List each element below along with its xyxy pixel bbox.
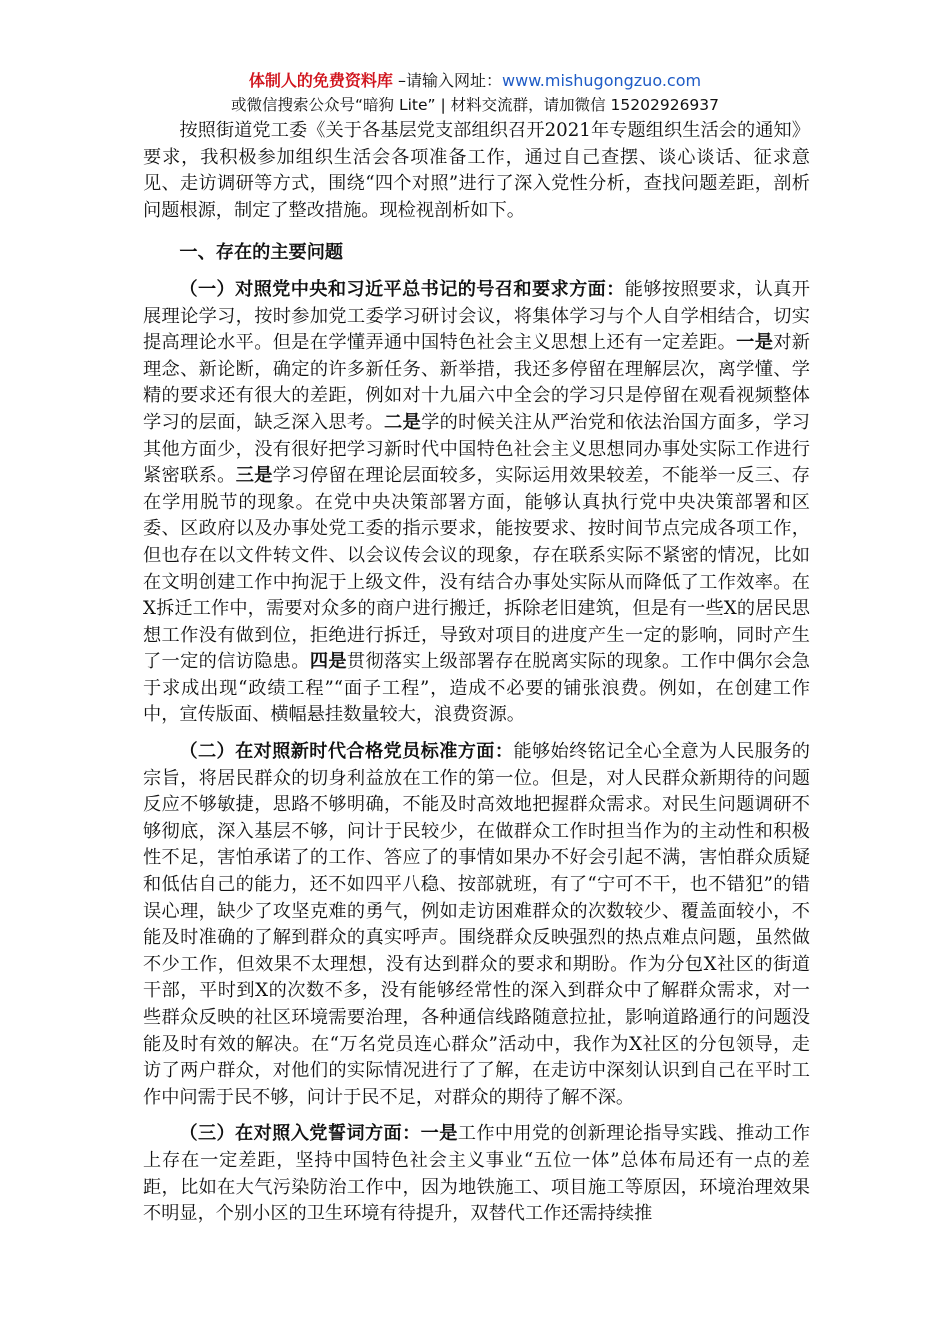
- subsection-2-text: 能够始终铭记全心全意为人民服务的宗旨，将居民群众的切身利益放在工作的第一位。但是，对人民群众新期待的问题反应不够敏捷，思路不够明确，不能及时高效地把握群众需求。对民生问题调研不够彻底，深入基层不够，问计于民较少，在做群众工作时担当作为的主动性和积极性不足，害怕承诺了的工作、答应了的事情如果办不好会引起不满，害怕群众质疑和低估自己的能力，还不如四平八稳、按部就班，有了“宁可不干，也不错犯”的错误心理，缺少了攻坚克难的勇气，例如走访困难群众的次数较少、覆盖面较小，不能及时准确的了解到群众的真实呼声。围绕群众反映强烈的热点难点问题，虽然做不少工作，但效果不太理想，没有达到群众的要求和期盼。作为分包X社区的街道干部，平时到X的次数不多，没有能够经常性的深入到群众中了解群众需求，对一些群众反映的社区环境需要治理，各种通信线路随意拉扯，影响道路通行的问题没能及时有效的解决。在“万名党员连心群众”活动中，我作为X社区的分包领导，走访了两户群众，对他们的实际情况进行了了解，在走访中深刻认识到自己在平时工作中问需于民不够，问计于民不足，对群众的期待了解不深。: [143, 741, 810, 1108]
- subsection-1-heading: （一）对照党中央和习近平总书记的号召和要求方面：: [179, 278, 625, 300]
- point-3-text: 学习停留在理论层面较多，实际运用效果较差，不能举一反三、存在学用脱节的现象。在党中央决策部署方面，能够认真执行党中央决策部署和区委、区政府以及办事处党工委的指示要求，能按要求、按时间节点完成各项工作，但也存在以文件转文件、以会议传会议的现象，存在联系实际不紧密的情况，比如在文明创建工作中拘泥于上级文件，没有结合办事处实际从而降低了工作效率。在X拆迁工作中，需要对众多的商户进行搬迁，拆除老旧建筑，但是有一些X的居民思想工作没有做到位，拒绝进行拆迁，导致对项目的进度产生一定的影响，同时产生了一定的信访隐患。: [143, 465, 810, 673]
- point-4-text: 贯彻落实上级部署存在脱离实际的现象。工作中偶尔会急于求成出现“政绩工程”“面子工程”，造成不必要的铺张浪费。例如，在创建工作中，宣传版面、横幅悬挂数量较大，浪费资源。: [143, 651, 810, 726]
- header-line-1: [0, 70, 950, 92]
- subsection-1-text: 能够按照要求，认真开展理论学习，按时参加党工委学习研讨会议，将集体学习与个人自学相结合，切实提高理论水平。但是在学懂弄通中国特色社会主义思想上还有一定差距。: [143, 278, 810, 354]
- point-1-text: 对新理念、新论断，确定的许多新任务、新举措，我还多停留在理解层次，离学懂、学精的要求还有很大的差距，例如对十九届六中全会的学习只是停留在观看视频整体学习的层面，缺乏深入思考。: [143, 332, 810, 433]
- point-2-text: 学的时候关注从严治党和依法治国方面多，学习其他方面少，没有很好把学习新时代中国特色社会主义思想同办事处实际工作进行紧密联系。: [143, 411, 810, 487]
- subsection-3-point-1-label: 一是: [420, 1123, 458, 1145]
- point-4-label: 四是: [309, 651, 347, 673]
- subsection-1-paragraph: [143, 277, 810, 729]
- point-3-label: 三是: [235, 465, 273, 487]
- subsection-3-paragraph: [143, 1121, 810, 1227]
- intro-paragraph: 按照街道党工委《关于各基层党支部组织召开2021年专题组织生活会的通知》要求，我积极参加组织生活会各项准备工作，通过自己查摆、谈心谈话、征求意见、走访调研等方式，围绕“四个对照”进行了深入党性分析，查找问题差距，剖析问题根源，制定了整改措施。现检视剖析如下。: [143, 120, 810, 221]
- subsection-2-paragraph: [143, 739, 810, 1111]
- header-line-2: 或微信搜索公众号“暗狗 Lite” | 材料交流群，请加微信 15202926937: [230, 96, 720, 114]
- subsection-2-heading: （二）在对照新时代合格党员标准方面：: [179, 741, 514, 763]
- section-1-title: 一、存在的主要问题: [179, 242, 344, 264]
- point-1-label: 一是: [736, 332, 774, 354]
- point-2-label: 二是: [383, 411, 422, 433]
- page-header: [0, 70, 950, 116]
- header-url-link[interactable]: www.mishugongzuo.com: [502, 71, 702, 90]
- document-body: [143, 118, 810, 1228]
- subsection-3-heading: （三）在对照入党誓词方面：: [179, 1123, 421, 1145]
- subsection-3-text: 工作中用党的创新理论指导实践、推动工作上存在一定差距，坚持中国特色社会主义事业“五位一体”总体布局还有一点的差距，比如在大气污染防治工作中，因为地铁施工、项目施工等原因，环境治理效果不明显，个别小区的卫生环境有待提升，双替代工作还需持续推: [143, 1123, 810, 1225]
- header-prompt: –请输入网址：: [392, 71, 503, 90]
- header-brand: 体制人的免费资料库: [248, 71, 393, 90]
